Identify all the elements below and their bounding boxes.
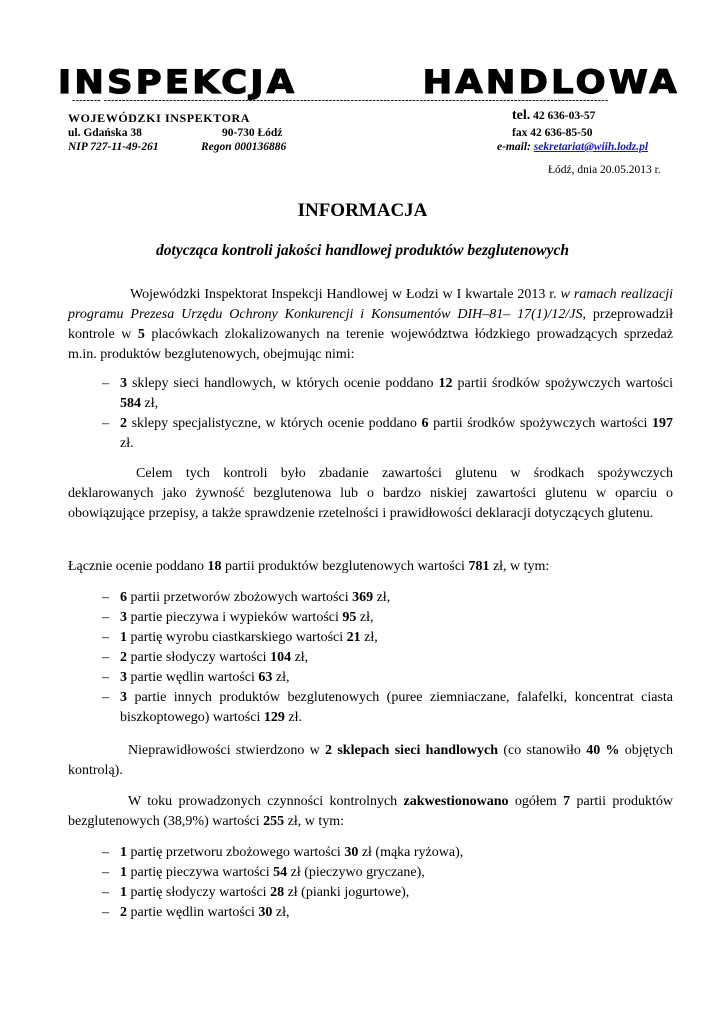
list-item: – 6 partii przetworów zbożowych wartości 369 zł,	[68, 588, 673, 608]
total-list-wrapper	[68, 588, 673, 728]
email-label: e-mail:	[497, 141, 531, 153]
banner-word-1: INSPEKCJA	[58, 63, 298, 101]
questioned-list	[68, 843, 673, 923]
intro-text-1: Wojewódzki Inspektorat Inspekcji Handlowej w Łodzi w I kwartale 2013 r.	[130, 287, 561, 302]
list-item: – 1 partię przetworu zbożowego wartości 30 zł (mąka ryżowa),	[68, 843, 673, 863]
list-item: – 3 partie wędlin wartości 63 zł,	[68, 668, 673, 688]
scope-list	[68, 374, 673, 454]
email-line	[497, 140, 648, 154]
intro-paragraph	[68, 285, 673, 365]
intro-program-reference: w ramach realizacji programu Prezesa Urzędu Ochrony Konkurencji i Konsumentów DIH–81– 17(1)/12/JS,	[68, 287, 673, 322]
list-item: – 2 sklepy specjalistyczne, w których ocenie poddano 6 partii środków spożywczych wartości 197 zł.	[68, 414, 673, 454]
list-item: – 3 sklepy sieci handlowych, w których ocenie poddano 12 partii środków spożywczych wartości 584 zł,	[68, 374, 673, 414]
total-list	[68, 588, 673, 728]
organization-name: WOJEWÓDZKI INSPEKTORA	[68, 111, 251, 125]
purpose-paragraph: Celem tych kontroli było zbadanie zawartości glutenu w środkach spożywczych deklarowanych jako żywność bezglutenowa lub o bardzo niskiej zawartości glutenu w oparciu o obowiązujące przepisy, a także sprawdzenie rzetelności i prawidłowości deklaracji dotyczących glutenu.	[68, 466, 673, 521]
list-item: – 3 partie pieczywa i wypieków wartości 95 zł,	[68, 608, 673, 628]
regon-number: Regon 000136886	[201, 141, 287, 153]
header-separator: -------- -------------------------------------------------------------------------------------------------------------------------------------------	[72, 95, 609, 106]
irregularities-paragraph: Nieprawidłowości stwierdzono w 2 sklepach sieci handlowych (co stanowiło 40 % objętych kontrolą).	[68, 743, 674, 778]
postal-city: 90-730 Łódź	[222, 127, 283, 139]
scope-list-wrapper	[68, 374, 673, 454]
list-item: – 1 partię pieczywa wartości 54 zł (pieczywo gryczane),	[68, 863, 673, 883]
document-date: Łódź, dnia 20.05.2013 r.	[548, 164, 661, 176]
phone-line	[512, 109, 595, 123]
fax-number: fax 42 636-85-50	[512, 127, 593, 139]
questioned-paragraph: W toku prowadzonych czynności kontrolnych zakwestionowano ogółem 7 partii produktów bezglutenowych (38,9%) wartości 255 zł, w tym:	[68, 794, 673, 829]
document-title: INFORMACJA	[297, 200, 428, 221]
phone-label: tel.	[512, 108, 531, 123]
intro-count: 5	[137, 327, 145, 342]
intro-text-3: placówkach zlokalizowanych na terenie województwa łódzkiego prowadzących sprzedaż m.in. produktów bezglutenowych, obejmując nimi:	[68, 327, 673, 362]
document-subtitle: dotycząca kontroli jakości handlowej produktów bezglutenowych	[156, 242, 569, 259]
list-item: – 3 partie innych produktów bezglutenowych (puree ziemniaczane, falafelki, koncentrat ciasta biszkoptowego) wartości 129 zł.	[68, 688, 673, 728]
phone-value: 42 636-03-57	[533, 110, 596, 122]
total-summary: Łącznie ocenie poddano 18 partii produktów bezglutenowych wartości 781 zł, w tym:	[68, 559, 550, 574]
list-item: – 1 partię wyrobu ciastkarskiego wartości 21 zł,	[68, 628, 673, 648]
questioned-list-wrapper	[68, 843, 673, 923]
email-link[interactable]: sekretariat@wiih.lodz.pl	[533, 141, 649, 153]
nip-number: NIP 727-11-49-261	[68, 141, 159, 153]
list-item: – 1 partię słodyczy wartości 28 zł (pianki jogurtowe),	[68, 883, 673, 903]
street-address: ul. Gdańska 38	[68, 127, 142, 139]
banner-word-2: HANDLOWA	[422, 63, 680, 101]
list-item: – 2 partie słodyczy wartości 104 zł,	[68, 648, 673, 668]
intro-text-2: przeprowadził kontrole w	[68, 307, 673, 342]
list-item: – 2 partie wędlin wartości 30 zł,	[68, 903, 673, 923]
